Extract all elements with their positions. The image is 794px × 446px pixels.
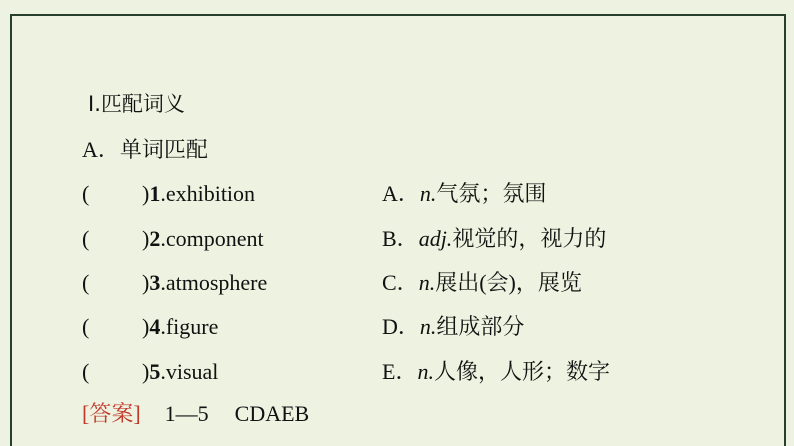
question-text: )4.figure [142,314,219,339]
question-text: )5.visual [142,359,219,384]
match-row [0,358,794,388]
match-row [0,225,794,255]
question-text: )2.component [142,226,264,251]
answer-range: 1—5 [164,401,209,426]
match-row [0,180,794,210]
answer-key: CDAEB [234,401,310,426]
match-row [0,269,794,299]
section-subtitle: A．单词匹配 [82,137,208,162]
blank-open: ( [82,226,90,251]
blank-open: ( [82,181,90,206]
match-row [0,313,794,343]
option-text: E．n.人像，人形；数字 [382,359,610,384]
option-text: A．n.气氛；氛围 [382,181,547,206]
question-text: )3.atmosphere [142,270,268,295]
blank-open: ( [82,314,90,339]
answer-label: [答案] [82,401,141,426]
blank-open: ( [82,359,90,384]
option-text: C．n.展出(会)，展览 [382,270,582,295]
option-text: B．adj.视觉的，视力的 [382,226,607,251]
blank-open: ( [82,270,90,295]
option-text: D．n.组成部分 [382,314,525,339]
section-title: Ⅰ.匹配词义 [88,92,185,116]
question-text: )1.exhibition [142,181,256,206]
answer-line [82,400,309,428]
